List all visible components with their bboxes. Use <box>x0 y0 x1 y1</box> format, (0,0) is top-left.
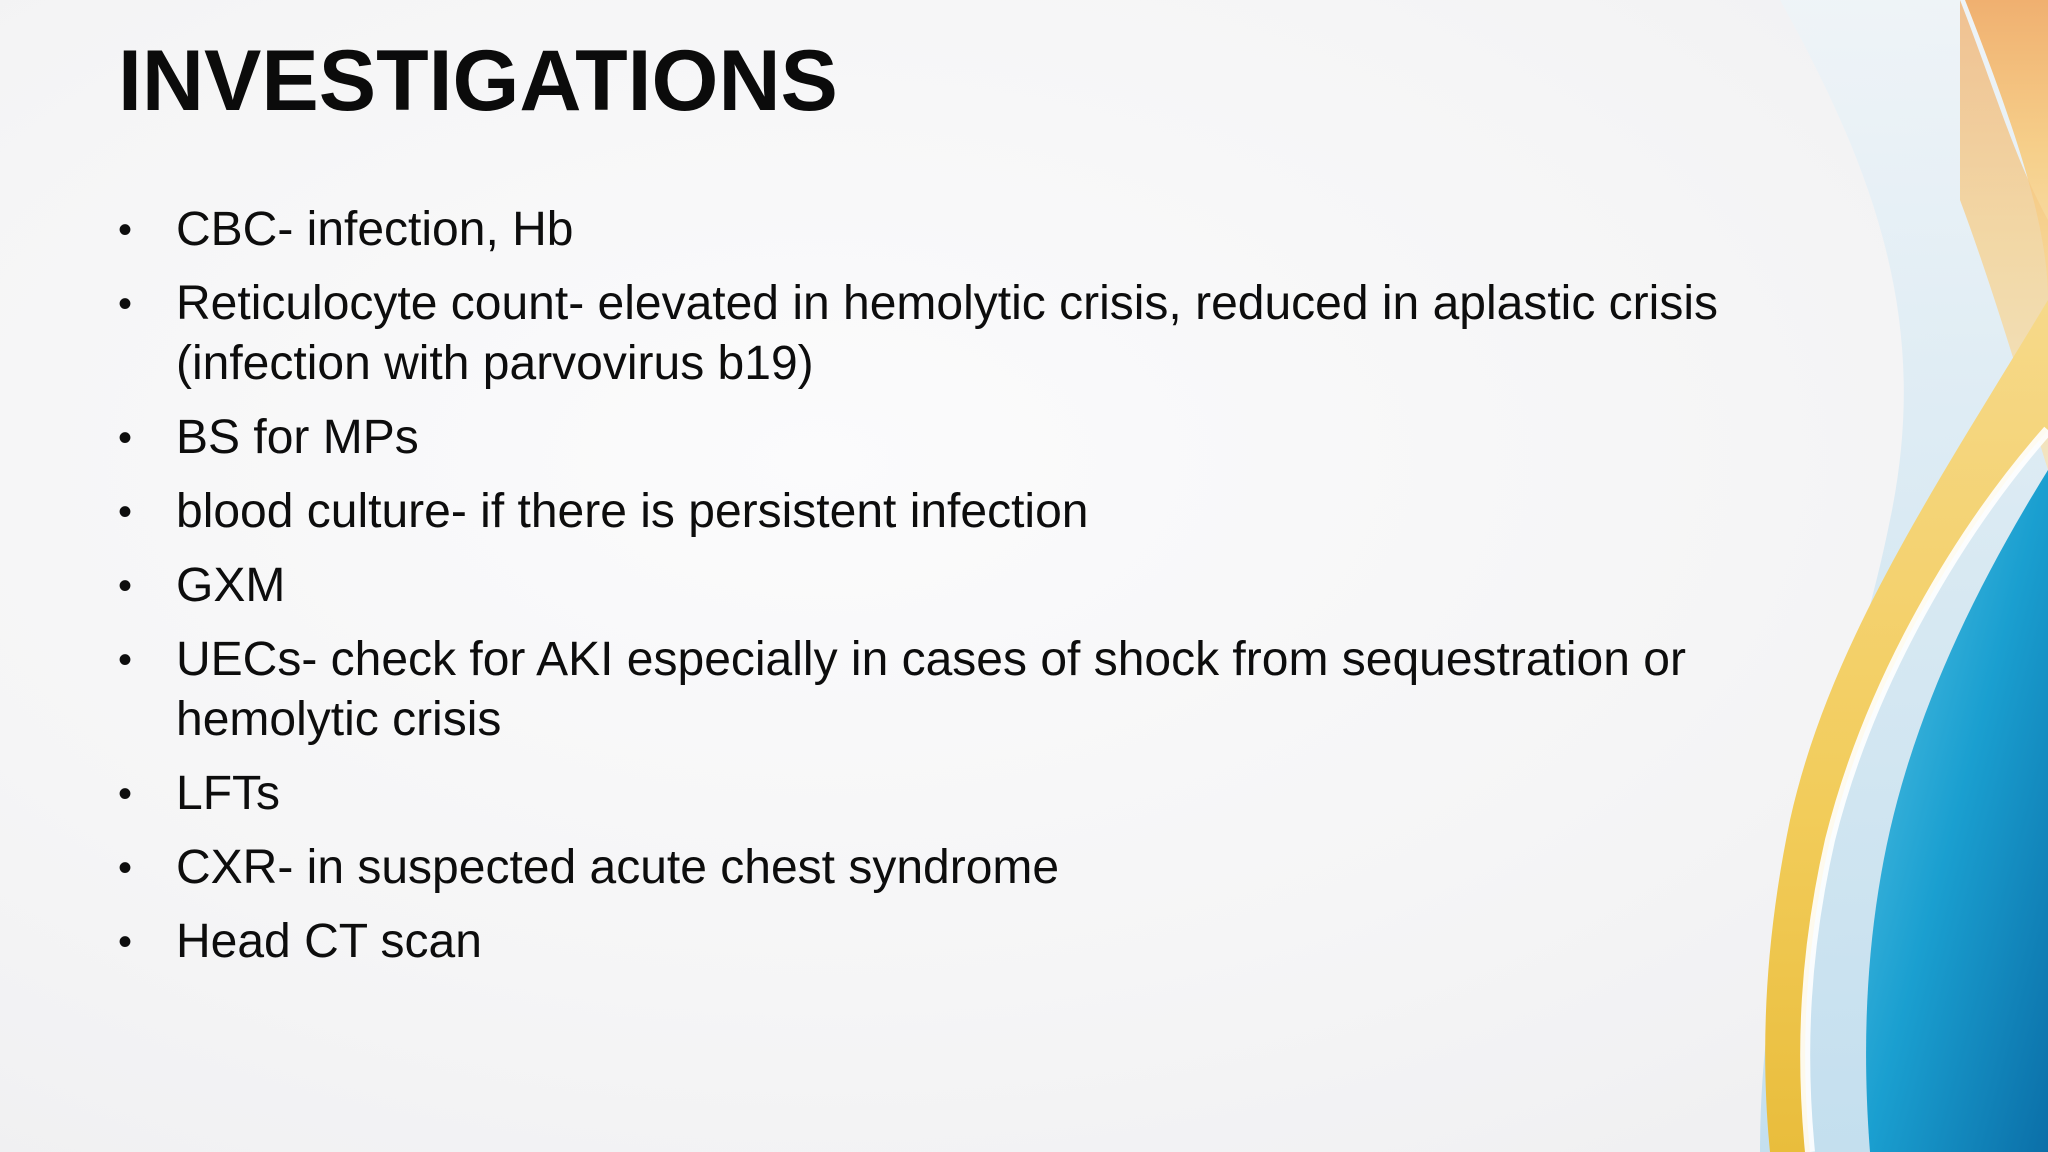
list-item <box>118 764 1838 824</box>
list-item-text: LFTs <box>176 767 281 820</box>
list-item <box>118 912 1838 972</box>
bullet-list <box>118 200 1838 986</box>
list-item <box>118 408 1838 468</box>
list-item <box>118 200 1838 260</box>
list-item-text: blood culture- if there is persistent infection <box>176 485 1089 538</box>
bullet-icon: • <box>118 846 133 890</box>
list-item-text: CBC- infection, Hb <box>176 203 574 256</box>
bullet-icon: • <box>118 920 133 964</box>
slide-title: INVESTIGATIONS <box>118 33 838 129</box>
bullet-icon: • <box>118 416 133 460</box>
list-item <box>118 838 1838 898</box>
list-item <box>118 482 1838 542</box>
list-item <box>118 274 1838 394</box>
bullet-icon: • <box>118 282 133 326</box>
list-item-text: Head CT scan <box>176 915 482 968</box>
bullet-icon: • <box>118 772 133 816</box>
list-item-text: BS for MPs <box>176 411 419 464</box>
list-item-text: UECs- check for AKI especially in cases of shock from sequestration or hemolytic crisis <box>176 633 1686 746</box>
list-item-text: CXR- in suspected acute chest syndrome <box>176 841 1060 894</box>
bullet-icon: • <box>118 638 133 682</box>
list-item <box>118 556 1838 616</box>
list-item-text: Reticulocyte count- elevated in hemolytic crisis, reduced in aplastic crisis (infection with parvovirus b19) <box>176 277 1718 390</box>
bullet-icon: • <box>118 490 133 534</box>
list-item <box>118 630 1838 750</box>
bullet-icon: • <box>118 564 133 608</box>
list-item-text: GXM <box>176 559 286 612</box>
bullet-icon: • <box>118 208 133 252</box>
